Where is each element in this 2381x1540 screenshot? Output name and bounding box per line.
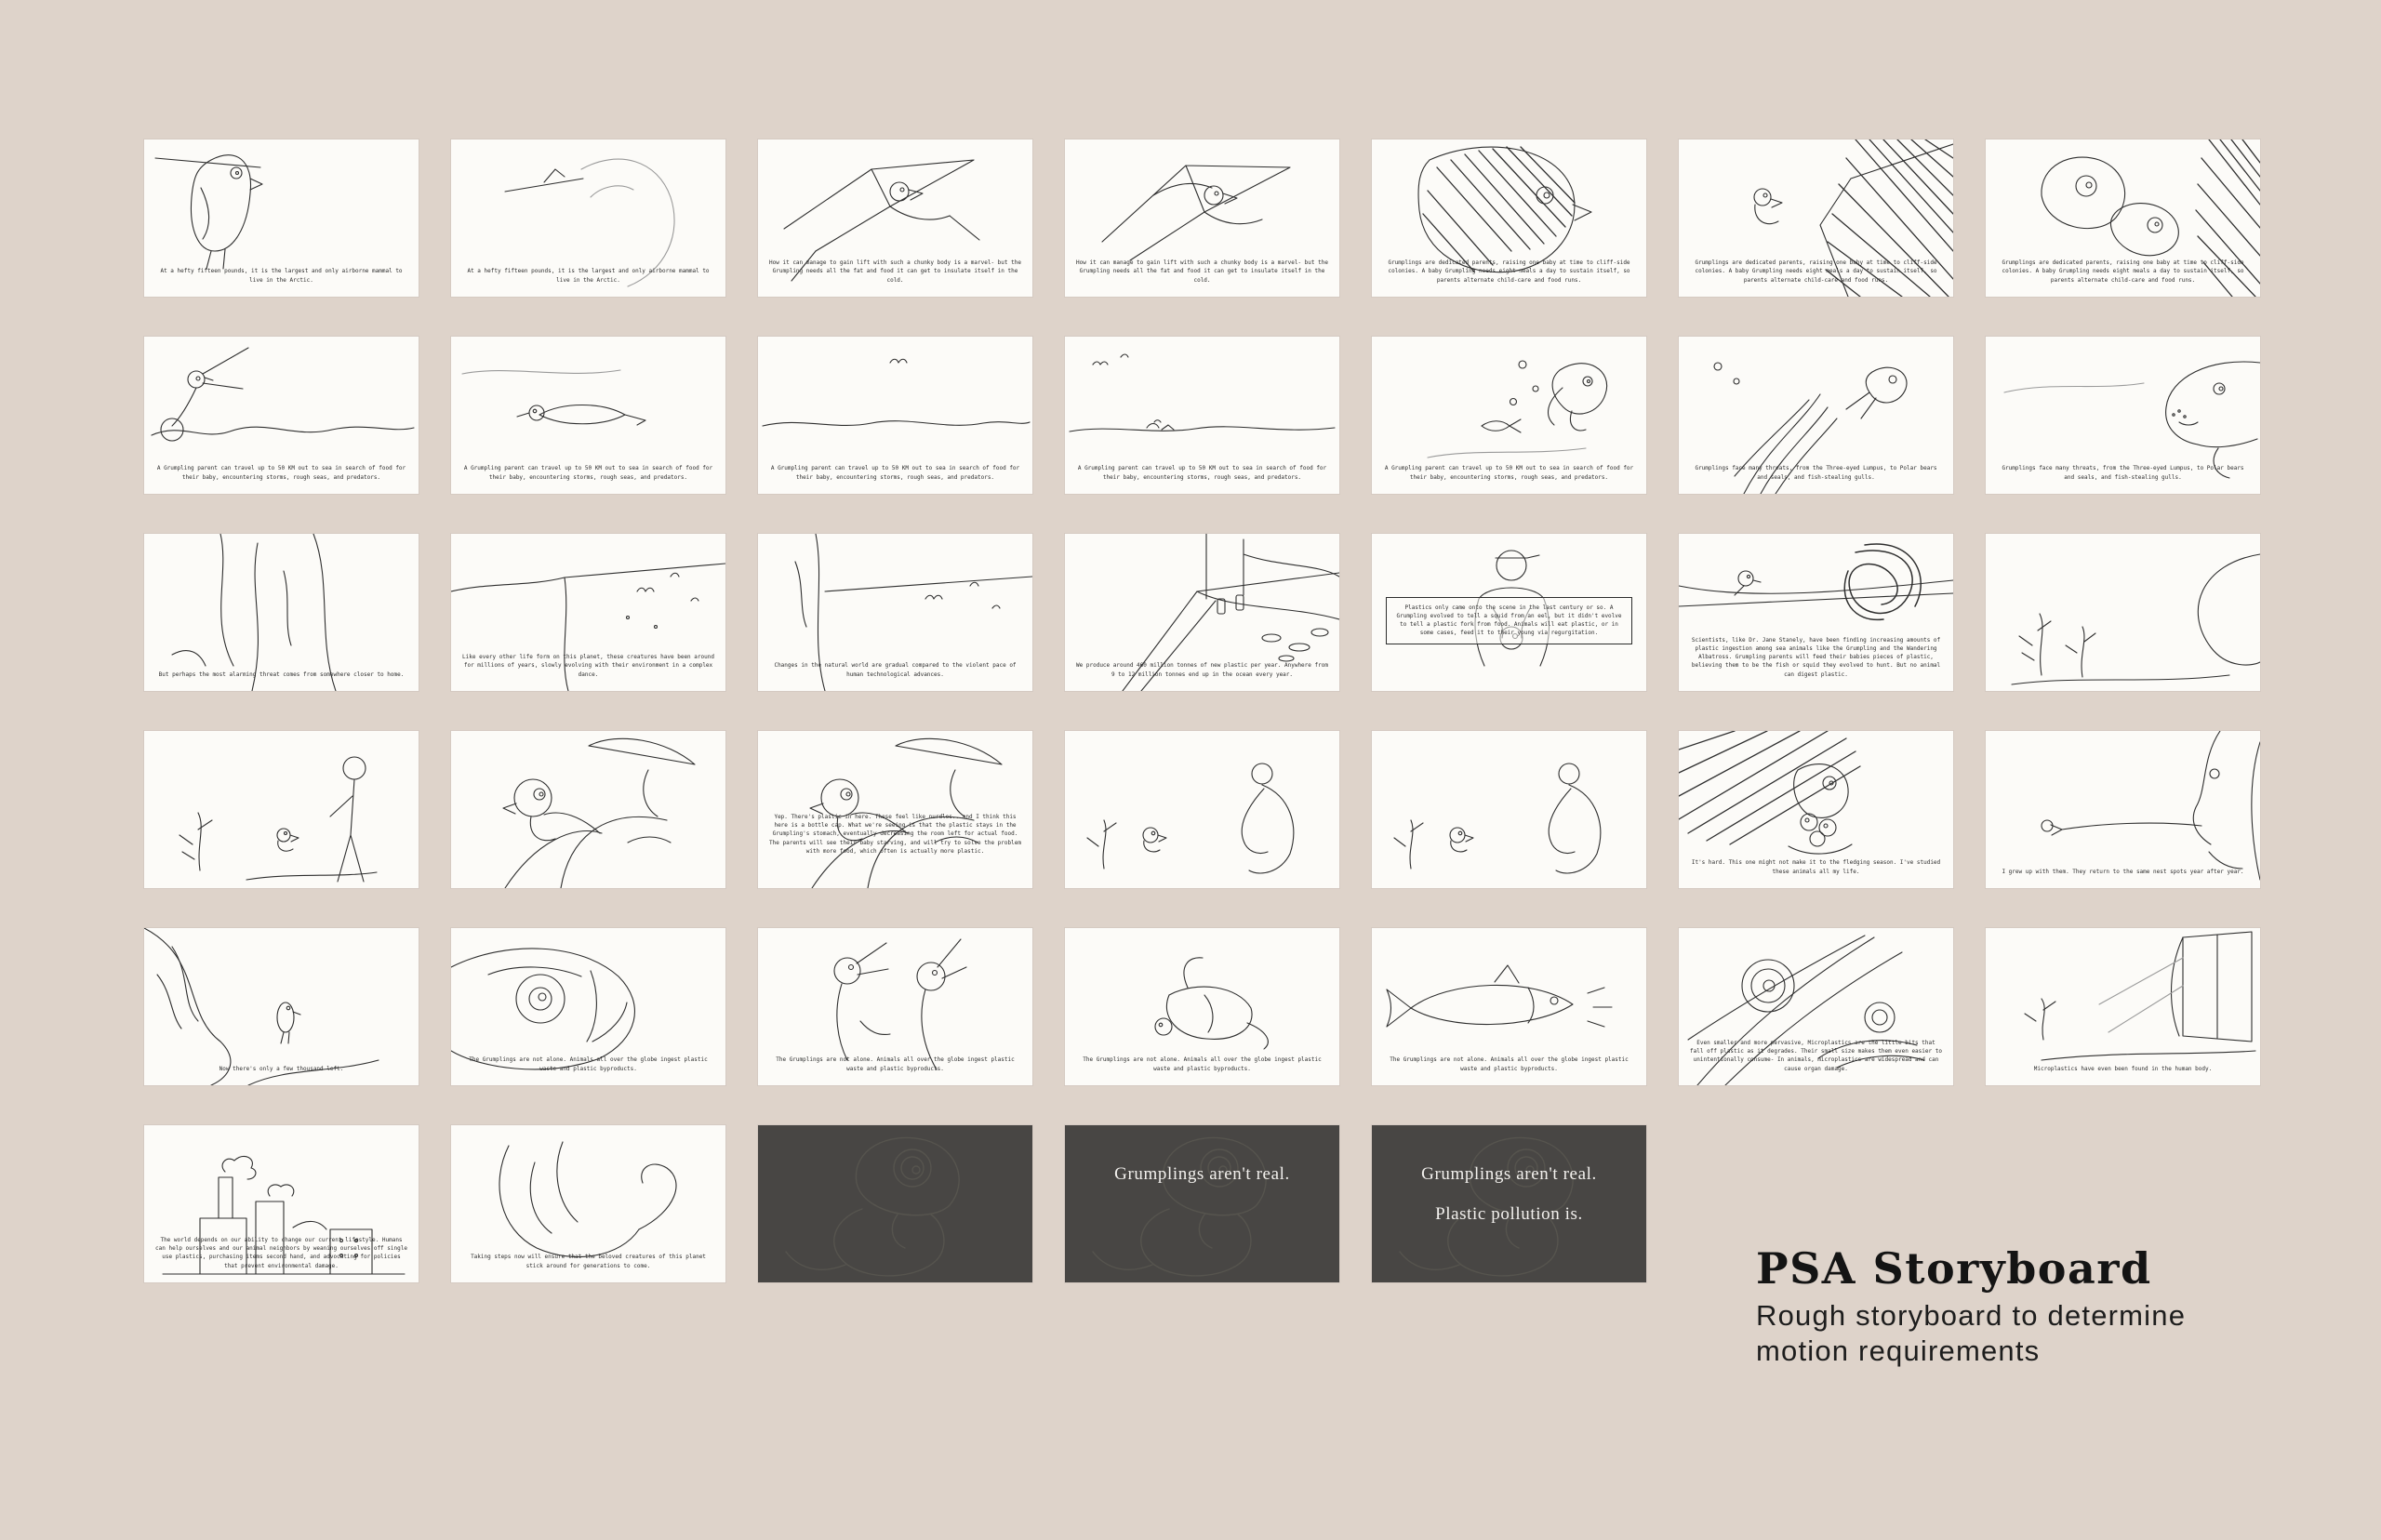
panel-r1c6 (1679, 139, 1953, 297)
panel-r4c2 (451, 731, 725, 888)
sketch-man-holding-bird (758, 731, 1032, 888)
panel-r3c4 (1065, 534, 1339, 691)
panel-caption: Yep. There's plastic in here. These feel like nurdles.. and I think this here is a bottle cap. What we're seeing is that the plastic stays in the Grumpling's stomach, eventually decreasing the room left for actual food. The parents will see their baby starving, and will try to solve the problem with more food, which often is actually more plastic. (769, 813, 1021, 856)
sketch-window-interior (1986, 928, 2260, 1085)
panel-r2c3 (758, 337, 1032, 494)
panel-caption: A Grumpling parent can travel up to 50 KM out to sea in search of food for their baby, encountering storms, rough seas, and predators. (1384, 465, 1634, 481)
panel-caption: Microplastics have even been found in the human body. (2033, 1065, 2213, 1072)
sketch-person-crouching (1065, 731, 1339, 888)
panel-caption: At a hefty fifteen pounds, it is the largest and only airborne mammal to live in the Arctic. (160, 268, 403, 284)
panel-r1c3 (758, 139, 1032, 297)
sketch-grumpling-faint (1065, 1125, 1339, 1282)
panel-caption: Grumplings are dedicated parents, raising one baby at time to cliff-side colonies. A baby Grumpling needs eight meals a day to sustain itself, so parents alternate child-care and food runs. (2002, 259, 2244, 284)
panel-r3c1 (144, 534, 419, 691)
panel-r1c7 (1986, 139, 2260, 297)
panel-caption: How it can manage to gain lift with such a chunky body is a marvel- but the Grumpling needs all the fat and food it can get to insulate itself in the cold. (1076, 259, 1328, 284)
panel-caption: The world depends on our ability to change our current lifestyle. Humans can help ourselves and our animal neighbors by weaning ourselves off single use plastics, purchasing items second hand, and advocating for policies that prevent environmental damage. (155, 1236, 407, 1269)
panel-caption: Grumplings are dedicated parents, raising one baby at time to cliff-side colonies. A baby Grumpling needs eight meals a day to sustain itself, so parents alternate child-care and food runs. (1388, 259, 1630, 284)
panel-r5c2 (451, 928, 725, 1085)
sketch-person-crouching (1372, 731, 1646, 888)
panel-r1c5 (1372, 139, 1646, 297)
panel-caption: Now there's only a few thousand left. (219, 1065, 344, 1072)
panel-r5c5 (1372, 928, 1646, 1085)
panel-r6c3-endcard (758, 1125, 1032, 1282)
panel-r4c3 (758, 731, 1032, 888)
panel-caption: Like every other life form on this planet, these creatures have been around for millions of years, slowly evolving with their environment in a complex dance. (462, 654, 714, 678)
sketch-grumpling-faint (758, 1125, 1032, 1282)
page-title: PSA Storyboard (1756, 1243, 2152, 1294)
storyboard-grid (144, 139, 2260, 1282)
panel-caption: Grumplings face many threats, from the Three-eyed Lumpus, to Polar bears and seals, and fish-stealing gulls. (2002, 465, 2244, 481)
panel-caption: I grew up with them. They return to the same nest spots year after year. (2002, 868, 2244, 875)
endcard-line: Grumplings aren't real. (1421, 1164, 1597, 1184)
panel-r1c4 (1065, 139, 1339, 297)
panel-r4c7 (1986, 731, 2260, 888)
sketch-face-profile (1986, 731, 2260, 888)
panel-caption: Grumplings face many threats, from the Three-eyed Lumpus, to Polar bears and seals, and fish-stealing gulls. (1695, 465, 1937, 481)
sketch-cliff-lines (144, 534, 419, 691)
panel-caption: The Grumplings are not alone. Animals all over the globe ingest plastic waste and plastic byproducts. (1390, 1056, 1629, 1072)
panel-r5c7 (1986, 928, 2260, 1085)
panel-r3c2 (451, 534, 725, 691)
panel-caption: It's hard. This one might not make it to the fledging season. I've studied these animals all my life. (1691, 859, 1941, 875)
panel-r2c6 (1679, 337, 1953, 494)
panel-r3c3 (758, 534, 1032, 691)
panel-caption: Scientists, like Dr. Jane Stanely, have been finding increasing amounts of plastic ingestion among sea animals like the Grumpling and the Wandering Albatross. Grumpling parents will feed their babies pieces of plastic, believing them to be the fish or squid they evolved to hunt. But no animal can digest plastic. (1691, 636, 1941, 678)
title-block (1756, 1243, 2240, 1369)
sketch-rocks-plants (1986, 534, 2260, 691)
panel-r4c1 (144, 731, 419, 888)
panel-r4c4 (1065, 731, 1339, 888)
panel-r4c5 (1372, 731, 1646, 888)
panel-r3c5 (1372, 534, 1646, 691)
page-subtitle: Rough storyboard to determine motion requirements (1756, 1299, 2187, 1368)
panel-caption: The Grumplings are not alone. Animals all over the globe ingest plastic waste and plastic byproducts. (1083, 1056, 1322, 1072)
panel-caption: The Grumplings are not alone. Animals all over the globe ingest plastic waste and plastic byproducts. (776, 1056, 1015, 1072)
sketch-lone-bird-cliff (144, 928, 419, 1085)
panel-caption: Grumplings are dedicated parents, raising one baby at time to cliff-side colonies. A baby Grumpling needs eight meals a day to sustain itself, so parents alternate child-care and food runs. (1695, 259, 1937, 284)
panel-caption: A Grumpling parent can travel up to 50 KM out to sea in search of food for their baby, encountering storms, rough seas, and predators. (770, 465, 1020, 481)
panel-caption: But perhaps the most alarming threat comes from somewhere closer to home. (158, 670, 405, 678)
endcard-line: Plastic pollution is. (1435, 1204, 1583, 1224)
sketch-man-holding-bird (451, 731, 725, 888)
panel-caption: The Grumplings are not alone. Animals all over the globe ingest plastic waste and plastic byproducts. (469, 1056, 708, 1072)
panel-r2c2 (451, 337, 725, 494)
panel-caption: Changes in the natural world are gradual compared to the violent pace of human technological advances. (774, 662, 1017, 678)
panel-r2c5 (1372, 337, 1646, 494)
sketch-person-with-bird (144, 731, 419, 888)
panel-r2c1 (144, 337, 419, 494)
endcard-line: Grumplings aren't real. (1114, 1164, 1290, 1184)
panel-r3c6 (1679, 534, 1953, 691)
panel-r6c2 (451, 1125, 725, 1282)
panel-r6c5-endcard (1372, 1125, 1646, 1282)
panel-r1c1 (144, 139, 419, 297)
panel-r5c3 (758, 928, 1032, 1085)
panel-caption: Even smaller and more pervasive, Microplastics are the little bits that fall off plastic as it degrades. Their small size makes them even easier to unintentionally consume- In animals, microplastics are widespread and can cause organ damage. (1690, 1039, 1942, 1072)
panel-r3c7 (1986, 534, 2260, 691)
panel-caption: Plastics only came onto the scene in the last century or so. A Grumpling evolved to tell a squid from an eel, but it didn't evolve to tell a plastic fork from food. Animals will eat plastic, or in some cases, feed it to their young via regurgitation. (1386, 597, 1633, 644)
panel-r6c1 (144, 1125, 419, 1282)
panel-caption: A Grumpling parent can travel up to 50 KM out to sea in search of food for their baby, encountering storms, rough seas, and predators. (156, 465, 406, 481)
panel-r5c1 (144, 928, 419, 1085)
panel-caption: At a hefty fifteen pounds, it is the largest and only airborne mammal to live in the Arctic. (467, 268, 710, 284)
panel-r6c4-endcard (1065, 1125, 1339, 1282)
panel-caption: How it can manage to gain lift with such a chunky body is a marvel- but the Grumpling needs all the fat and food it can get to insulate itself in the cold. (769, 259, 1021, 284)
panel-r4c6 (1679, 731, 1953, 888)
panel-caption: Taking steps now will ensure that the beloved creatures of this planet stick around for generations to come. (471, 1254, 706, 1269)
panel-r5c6 (1679, 928, 1953, 1085)
panel-caption: A Grumpling parent can travel up to 50 KM out to sea in search of food for their baby, encountering storms, rough seas, and predators. (463, 465, 713, 481)
panel-r1c2 (451, 139, 725, 297)
panel-caption: We produce around 460 million tonnes of new plastic per year. Anywhere from 9 to 12 million tonnes end up in the ocean every year. (1076, 662, 1328, 678)
panel-r2c4 (1065, 337, 1339, 494)
panel-caption: A Grumpling parent can travel up to 50 KM out to sea in search of food for their baby, encountering storms, rough seas, and predators. (1077, 465, 1327, 481)
panel-r5c4 (1065, 928, 1339, 1085)
panel-r2c7 (1986, 337, 2260, 494)
